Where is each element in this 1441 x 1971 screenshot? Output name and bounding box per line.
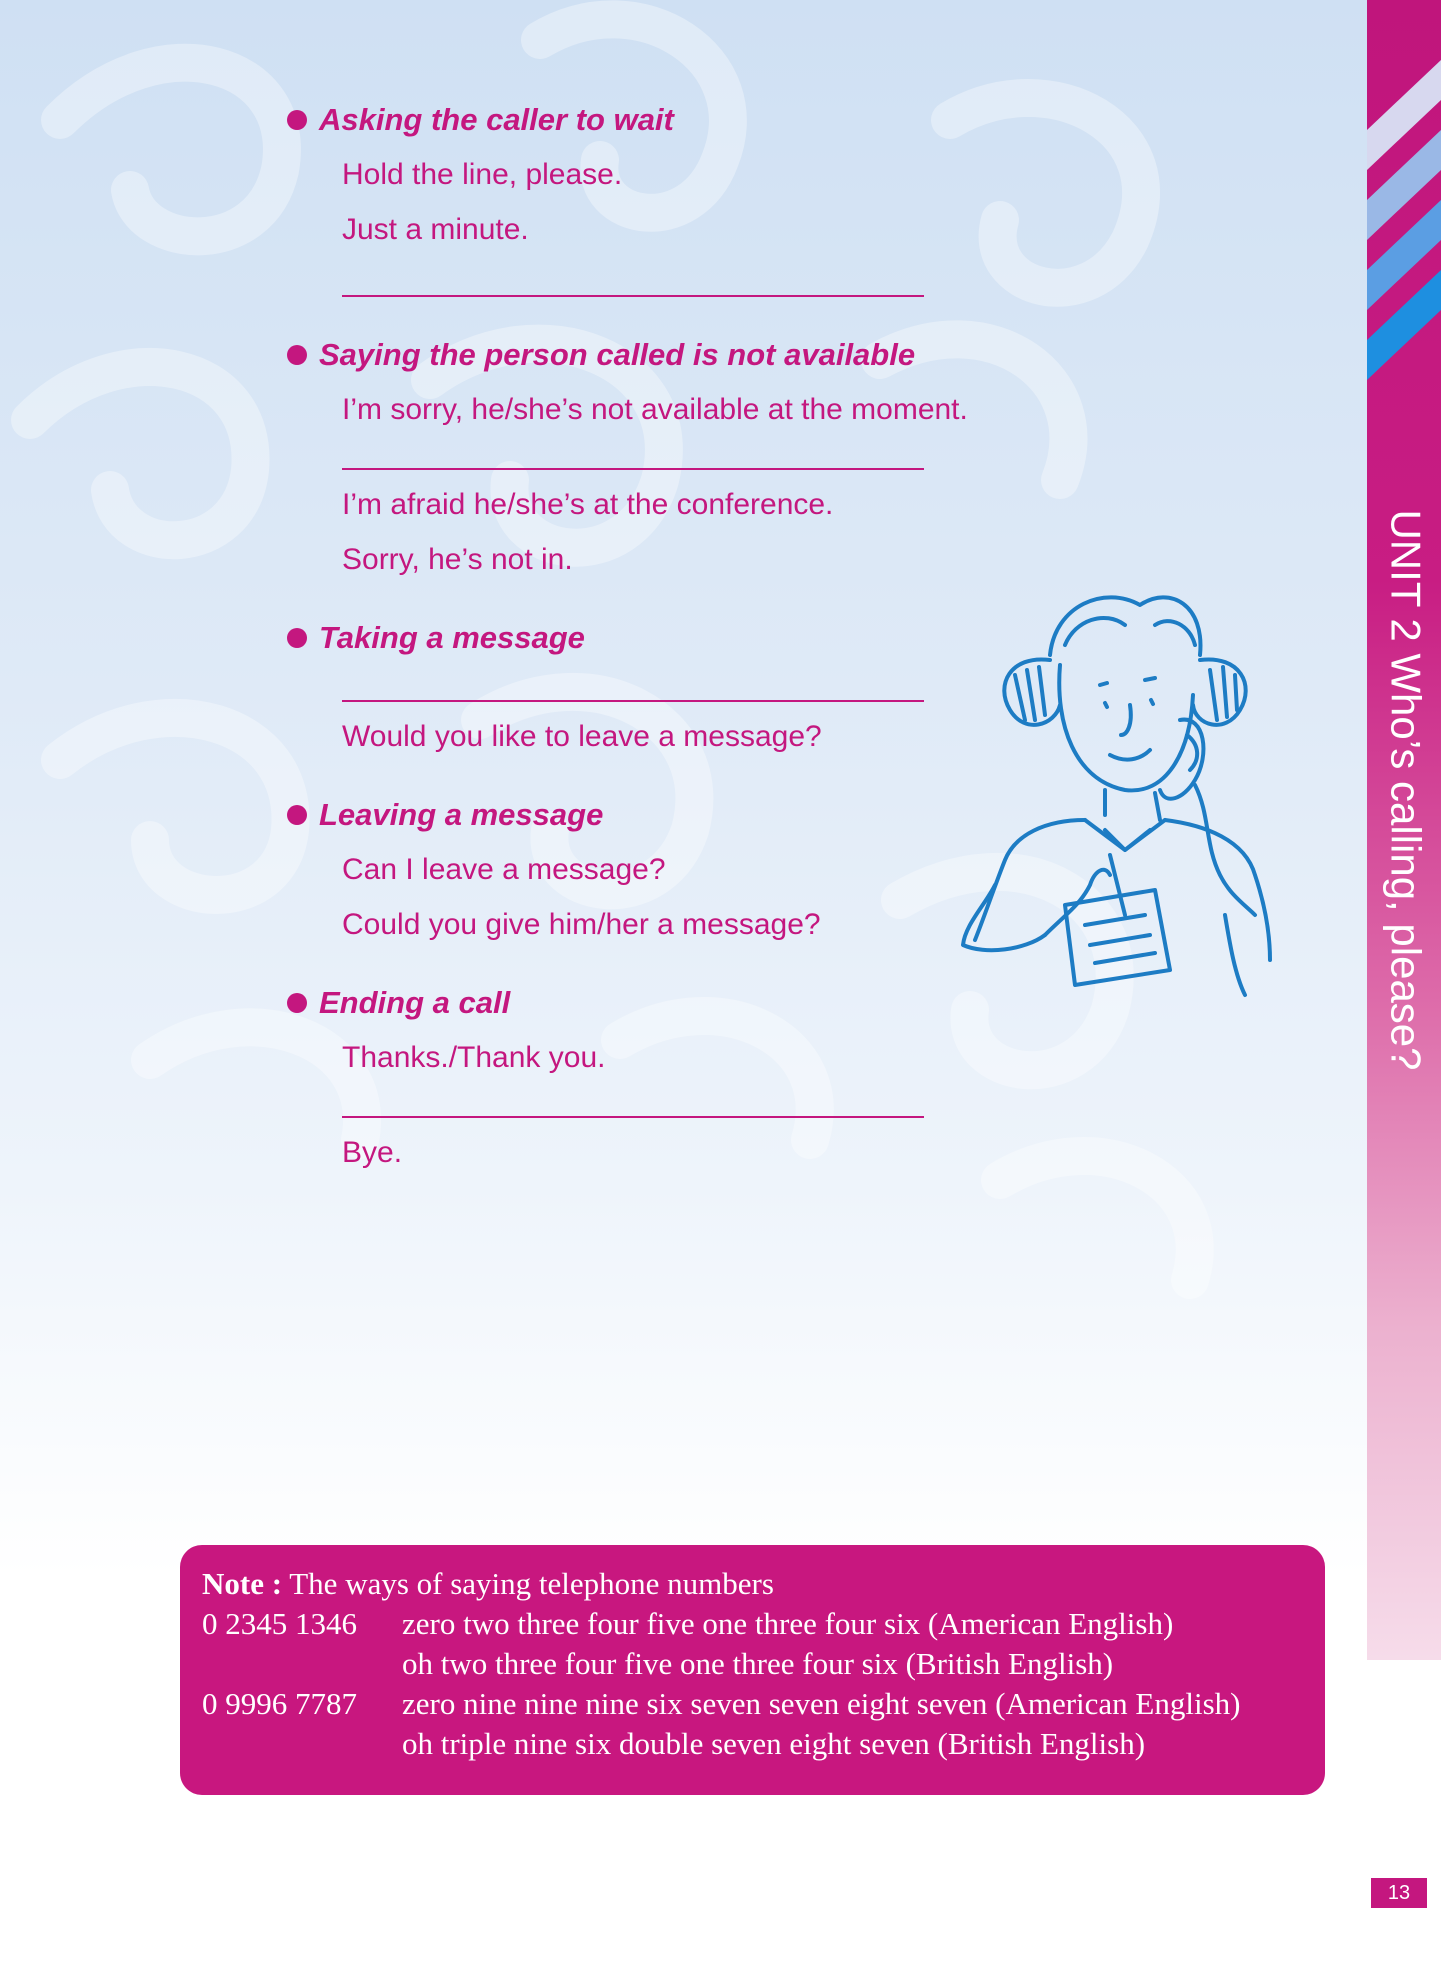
phrase-line: Thanks./Thank you. [342, 1041, 606, 1074]
bullet-icon [287, 345, 307, 365]
bullet-icon [287, 993, 307, 1013]
phone-reading: oh triple nine six double seven eight seven (British English) [402, 1726, 1146, 1761]
woman-on-phone-icon [955, 585, 1285, 1005]
section-heading-text: Taking a message [319, 620, 585, 655]
section-heading [285, 100, 1085, 140]
section-heading-text: Ending a call [319, 985, 511, 1020]
note-title: The ways of saying telephone numbers [289, 1566, 774, 1601]
note-row [202, 1685, 1240, 1723]
fill-in-blank[interactable] [342, 265, 924, 297]
bullet-icon [287, 805, 307, 825]
phrase-line: Would you like to leave a message? [342, 720, 822, 753]
fill-in-blank[interactable] [342, 670, 924, 702]
phrase-line: I’m sorry, he/she’s not available at the moment. [342, 393, 968, 426]
phrase-line: Sorry, he’s not in. [342, 543, 573, 576]
phrase-line: Bye. [342, 1136, 403, 1169]
section-person-not-available [285, 335, 1085, 580]
phrase-line: Could you give him/her a message? [342, 908, 821, 941]
unit-title [1376, 480, 1436, 1100]
fill-in-blank[interactable] [342, 438, 924, 470]
sidebar-stripes [1367, 0, 1441, 420]
section-heading-text: Leaving a message [319, 797, 604, 832]
section-ending-call [285, 983, 1085, 1173]
section-heading-text: Saying the person called is not available [319, 337, 916, 372]
note-label: Note : [202, 1566, 283, 1601]
phone-reading: zero two three four five one three four six (American English) [402, 1606, 1174, 1641]
phrase-line: Can I leave a message? [342, 853, 666, 886]
phrase-line: I’m afraid he/she’s at the conference. [342, 488, 834, 521]
phone-reading: zero nine nine nine six seven seven eight seven (American English) [402, 1686, 1241, 1721]
note-heading [202, 1565, 774, 1603]
note-row [202, 1645, 1113, 1683]
section-heading-text: Asking the caller to wait [319, 102, 674, 137]
phrase-line: Hold the line, please. [342, 158, 623, 191]
note-row [202, 1605, 1173, 1643]
phrase-line: Just a minute. [342, 213, 529, 246]
phone-reading: oh two three four five one three four six (British English) [402, 1646, 1114, 1681]
fill-in-blank[interactable] [342, 1086, 924, 1118]
note-row [202, 1725, 1145, 1763]
phone-number: 0 2345 1346 [202, 1606, 357, 1641]
bullet-icon [287, 110, 307, 130]
section-asking-caller-to-wait [285, 100, 1085, 297]
page-number: 13 [1371, 1878, 1427, 1908]
bullet-icon [287, 628, 307, 648]
note-box [180, 1545, 1325, 1795]
unit-title-text: UNIT 2 Who’s calling, please? [1383, 509, 1430, 1071]
phone-number: 0 9996 7787 [202, 1686, 357, 1721]
section-heading [285, 335, 1085, 375]
